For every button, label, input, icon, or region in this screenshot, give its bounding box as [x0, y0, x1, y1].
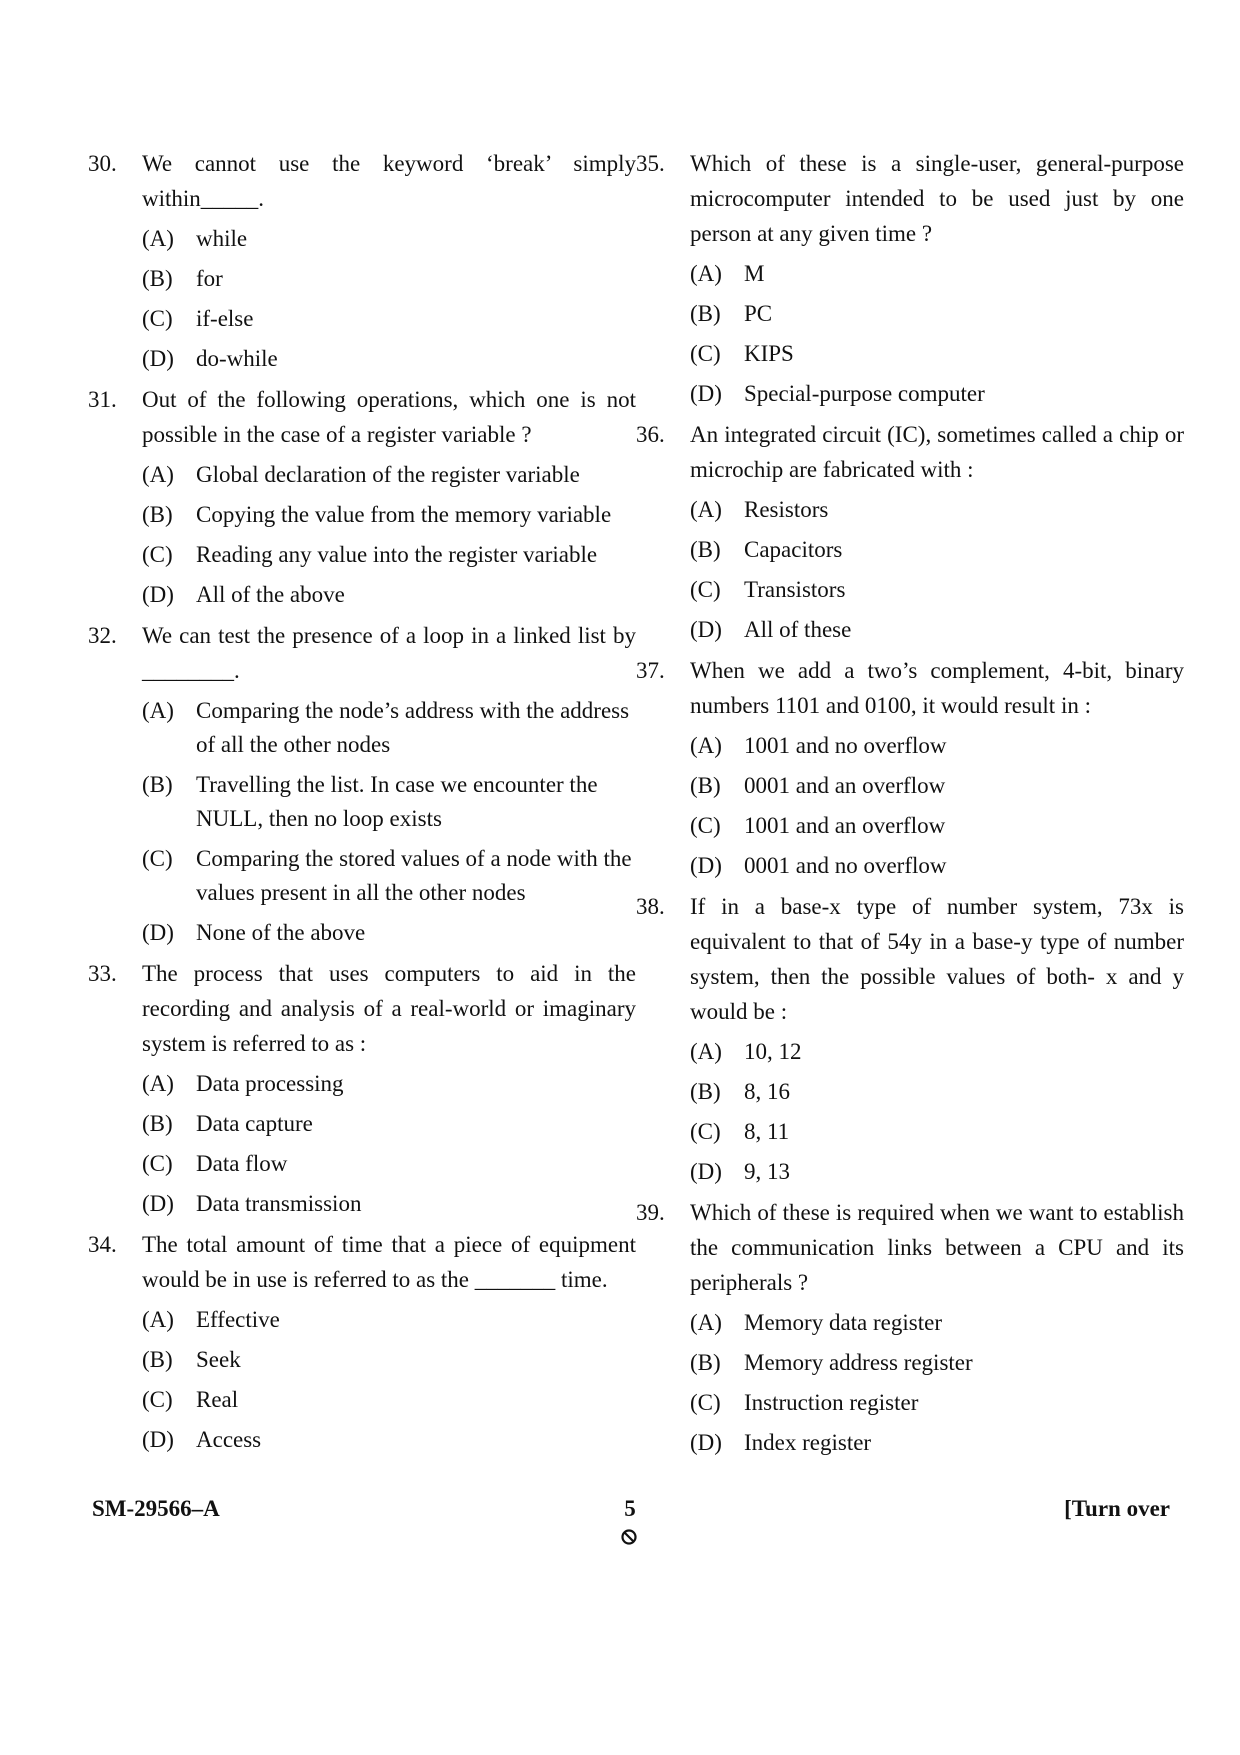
option-text: 1001 and no overflow — [744, 733, 947, 758]
question-text: Which of these is required when we want to establish the communication links between a CPU and its peripherals ? — [690, 1200, 1184, 1295]
paper-code: SM-29566–A — [92, 1496, 220, 1521]
answer-option — [142, 694, 636, 762]
question-text: An integrated circuit (IC), sometimes called a chip or microchip are fabricated with : — [690, 422, 1184, 482]
option-text: Resistors — [744, 497, 829, 522]
answer-option — [142, 842, 636, 910]
question-number: 33. — [88, 961, 117, 986]
question-32 — [88, 618, 636, 950]
option-letter: (C) — [142, 1151, 173, 1176]
answer-option — [690, 1346, 1184, 1380]
option-letter: (D) — [142, 1191, 174, 1216]
question-stem — [636, 1195, 1184, 1300]
option-letter: (B) — [690, 537, 721, 562]
question-37 — [636, 653, 1184, 883]
answer-option — [690, 613, 1184, 647]
option-text: Memory address register — [744, 1350, 973, 1375]
registration-mark-icon — [620, 1528, 638, 1546]
option-text: 8, 11 — [744, 1119, 790, 1144]
option-letter: (A) — [690, 261, 722, 286]
answer-option — [690, 769, 1184, 803]
answer-option — [142, 1383, 636, 1417]
option-text: Travelling the list. In case we encounter the NULL, then no loop exists — [196, 772, 598, 831]
option-text: Index register — [744, 1430, 872, 1455]
option-text: Capacitors — [744, 537, 843, 562]
answer-option — [142, 262, 636, 296]
option-text: Global declaration of the register variable — [196, 462, 580, 487]
option-text: Effective — [196, 1307, 280, 1332]
option-letter: (C) — [690, 813, 721, 838]
right-question-column — [636, 146, 1184, 1466]
answer-option — [690, 1386, 1184, 1420]
question-stem — [88, 956, 636, 1061]
answer-option — [142, 1343, 636, 1377]
question-text: The process that uses computers to aid in the recording and analysis of a real-world or imaginary system is referred to as : — [142, 961, 636, 1056]
answer-option — [142, 302, 636, 336]
option-letter: (A) — [690, 497, 722, 522]
option-text: Special-purpose computer — [744, 381, 985, 406]
answer-option — [690, 573, 1184, 607]
option-text: 10, 12 — [744, 1039, 802, 1064]
question-stem — [636, 653, 1184, 723]
option-letter: (C) — [142, 846, 173, 871]
answer-option — [690, 377, 1184, 411]
option-letter: (C) — [690, 577, 721, 602]
question-number: 37. — [636, 658, 665, 683]
answer-option — [142, 458, 636, 492]
page-number: 5 — [624, 1496, 636, 1521]
option-text: Data flow — [196, 1151, 288, 1176]
question-text: The total amount of time that a piece of equipment would be in use is referred to as the _______ time. — [142, 1232, 636, 1292]
answer-option — [690, 729, 1184, 763]
question-stem — [88, 382, 636, 452]
option-letter: (A) — [142, 1307, 174, 1332]
option-text: Copying the value from the memory variable — [196, 502, 612, 527]
option-text: if-else — [196, 306, 254, 331]
option-letter: (C) — [690, 1119, 721, 1144]
question-33 — [88, 956, 636, 1221]
option-text: Access — [196, 1427, 262, 1452]
option-letter: (B) — [142, 1111, 173, 1136]
option-letter: (B) — [142, 1347, 173, 1372]
answer-option — [142, 1107, 636, 1141]
question-number: 34. — [88, 1232, 117, 1257]
option-text: for — [196, 266, 223, 291]
question-text: Which of these is a single-user, general-purpose microcomputer intended to be used just by one person at any given time ? — [690, 151, 1184, 246]
answer-option — [142, 916, 636, 950]
option-letter: (D) — [142, 920, 174, 945]
question-number: 39. — [636, 1200, 665, 1225]
question-number: 35. — [636, 151, 665, 176]
option-letter: (D) — [690, 1430, 722, 1455]
option-text: None of the above — [196, 920, 366, 945]
answer-option — [690, 849, 1184, 883]
answer-option — [142, 768, 636, 836]
option-letter: (A) — [142, 1071, 174, 1096]
answer-option — [690, 493, 1184, 527]
answer-option — [690, 1426, 1184, 1460]
question-number: 30. — [88, 151, 117, 176]
question-39 — [636, 1195, 1184, 1460]
option-letter: (A) — [690, 1310, 722, 1335]
option-letter: (B) — [690, 301, 721, 326]
answer-option — [690, 1035, 1184, 1069]
answer-option — [690, 1306, 1184, 1340]
option-letter: (B) — [690, 773, 721, 798]
answer-option — [142, 1303, 636, 1337]
question-text: Out of the following operations, which one is not possible in the case of a register variable ? — [142, 387, 636, 447]
option-letter: (A) — [142, 226, 174, 251]
option-letter: (C) — [142, 542, 173, 567]
question-text: When we add a two’s complement, 4-bit, binary numbers 1101 and 0100, it would result in : — [690, 658, 1184, 718]
option-text: Memory data register — [744, 1310, 942, 1335]
option-letter: (C) — [690, 341, 721, 366]
answer-option — [142, 498, 636, 532]
option-letter: (A) — [690, 733, 722, 758]
left-question-column — [88, 146, 636, 1463]
option-text: Data transmission — [196, 1191, 362, 1216]
question-stem — [88, 618, 636, 688]
option-letter: (B) — [142, 502, 173, 527]
answer-option — [690, 1115, 1184, 1149]
option-letter: (C) — [142, 1387, 173, 1412]
option-letter: (D) — [690, 381, 722, 406]
option-letter: (D) — [142, 1427, 174, 1452]
answer-option — [690, 337, 1184, 371]
option-text: 1001 and an overflow — [744, 813, 946, 838]
option-text: Real — [196, 1387, 239, 1412]
option-text: while — [196, 226, 248, 251]
option-letter: (C) — [142, 306, 173, 331]
answer-option — [690, 809, 1184, 843]
answer-option — [142, 1067, 636, 1101]
answer-option — [690, 1155, 1184, 1189]
option-letter: (D) — [690, 853, 722, 878]
option-letter: (D) — [142, 346, 174, 371]
option-letter: (B) — [142, 772, 173, 797]
option-text: Transistors — [744, 577, 846, 602]
option-text: 0001 and no overflow — [744, 853, 947, 878]
question-36 — [636, 417, 1184, 647]
question-text: We cannot use the keyword ‘break’ simply within_____. — [142, 151, 636, 211]
option-text: Data capture — [196, 1111, 313, 1136]
answer-option — [142, 342, 636, 376]
option-text: M — [744, 261, 765, 286]
option-text: do-while — [196, 346, 278, 371]
question-stem — [636, 889, 1184, 1029]
option-text: 0001 and an overflow — [744, 773, 946, 798]
option-letter: (D) — [690, 1159, 722, 1184]
option-letter: (B) — [690, 1350, 721, 1375]
option-letter: (D) — [690, 617, 722, 642]
question-number: 32. — [88, 623, 117, 648]
option-letter: (A) — [142, 698, 174, 723]
answer-option — [690, 533, 1184, 567]
option-letter: (A) — [142, 462, 174, 487]
question-text: We can test the presence of a loop in a linked list by ________. — [142, 623, 636, 683]
question-text: If in a base-x type of number system, 73x is equivalent to that of 54y in a base-y type of number system, then the possible values of both- x and y would be : — [690, 894, 1184, 1024]
option-text: Comparing the node’s address with the address of all the other nodes — [196, 698, 630, 757]
answer-option — [142, 1187, 636, 1221]
option-text: All of these — [744, 617, 852, 642]
question-stem — [636, 146, 1184, 251]
option-text: PC — [744, 301, 773, 326]
option-letter: (B) — [690, 1079, 721, 1104]
question-30 — [88, 146, 636, 376]
answer-option — [142, 1147, 636, 1181]
question-number: 31. — [88, 387, 117, 412]
option-text: Comparing the stored values of a node with the values present in all the other nodes — [196, 846, 632, 905]
answer-option — [142, 578, 636, 612]
answer-option — [142, 1423, 636, 1457]
option-text: Seek — [196, 1347, 241, 1372]
option-text: Instruction register — [744, 1390, 919, 1415]
question-number: 36. — [636, 422, 665, 447]
question-34 — [88, 1227, 636, 1457]
question-38 — [636, 889, 1184, 1189]
option-text: Data processing — [196, 1071, 344, 1096]
turn-over-note: [Turn over — [1064, 1496, 1170, 1521]
option-text: 9, 13 — [744, 1159, 790, 1184]
option-text: Reading any value into the register variable — [196, 542, 598, 567]
option-text: All of the above — [196, 582, 345, 607]
option-letter: (C) — [690, 1390, 721, 1415]
question-stem — [636, 417, 1184, 487]
option-letter: (A) — [690, 1039, 722, 1064]
question-stem — [88, 146, 636, 216]
answer-option — [690, 1075, 1184, 1109]
option-text: KIPS — [744, 341, 794, 366]
option-letter: (B) — [142, 266, 173, 291]
option-letter: (D) — [142, 582, 174, 607]
answer-option — [690, 297, 1184, 331]
option-text: 8, 16 — [744, 1079, 790, 1104]
question-31 — [88, 382, 636, 612]
question-number: 38. — [636, 894, 665, 919]
question-35 — [636, 146, 1184, 411]
answer-option — [690, 257, 1184, 291]
answer-option — [142, 538, 636, 572]
question-stem — [88, 1227, 636, 1297]
answer-option — [142, 222, 636, 256]
